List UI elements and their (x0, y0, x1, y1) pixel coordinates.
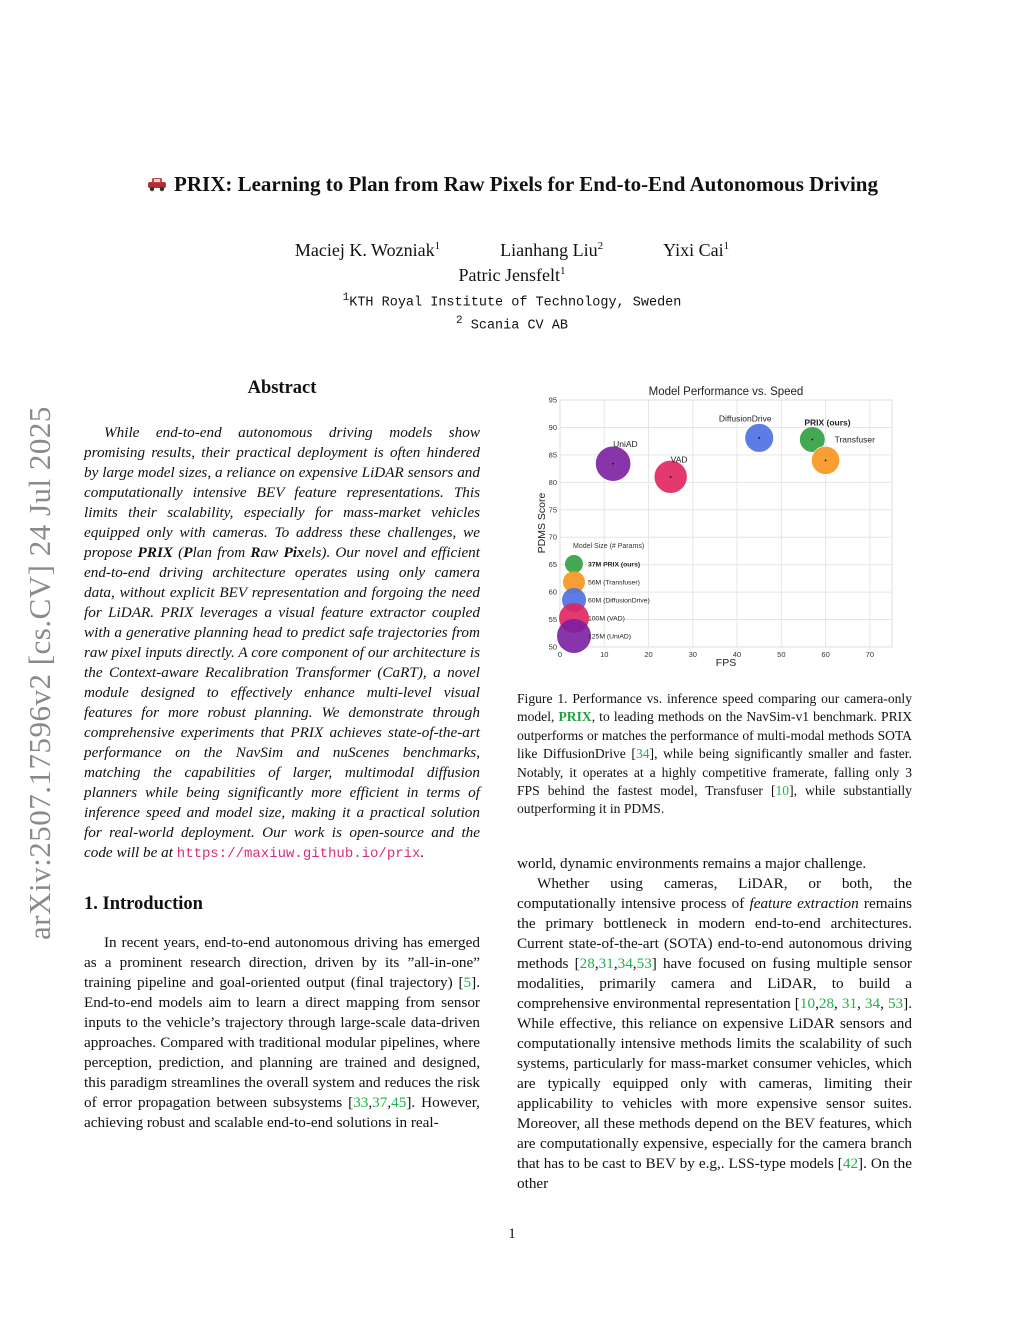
author: Yixi Cai$^1$ (663, 240, 730, 260)
data-point-label: Transfuser (834, 434, 875, 445)
x-tick-label: 70 (865, 650, 875, 659)
paper-title (146, 172, 878, 196)
legend-label: 56M (Transfuser) (588, 579, 640, 587)
x-tick-label: 20 (644, 650, 653, 659)
caption-text: Figure 1. Performance vs. inference speed comparing our camera-only model, PRIX, to leading methods on the NavSim-v1 benchmark. PRIX outperforms or matches the performance of multi-modal methods SOTA like DiffusionDrive [34], while being significantly smaller and faster. Notably, it operates at a highly competitive framerate, falling only 3 FPS behind the fastest model, Transfuser [10], while substantially outperforming it in PDMS. (517, 691, 913, 817)
legend-label: 100M (VAD) (588, 615, 625, 623)
citation-link[interactable]: 53 (636, 955, 652, 972)
y-tick-label: 50 (548, 642, 557, 652)
section-heading-introduction: 1. Introduction (84, 894, 203, 914)
x-tick-label: 30 (688, 650, 697, 659)
citation-link[interactable]: 34 (864, 995, 881, 1012)
data-point-center (758, 437, 760, 439)
citation-link[interactable]: 31 (598, 955, 614, 972)
y-axis-label: PDMS Score (536, 492, 548, 554)
citation-link[interactable]: 42 (842, 1155, 859, 1172)
legend-marker (565, 555, 583, 573)
author: Maciej K. Wozniak$^1$ (294, 240, 441, 260)
x-tick-label: 10 (600, 650, 609, 659)
left-column (84, 378, 480, 1133)
citation-link[interactable]: 45 (391, 1094, 407, 1111)
x-axis-label: FPS (715, 657, 737, 669)
project-link[interactable]: https://maxiuw.github.io/prix (176, 846, 421, 862)
data-point-label: VAD (670, 454, 688, 465)
citation-link[interactable]: 33 (353, 1094, 369, 1111)
y-tick-label: 60 (548, 587, 557, 597)
citation-link[interactable]: 28 (818, 995, 835, 1012)
citation-link[interactable]: 37 (372, 1094, 388, 1111)
figure-caption (517, 690, 912, 819)
x-tick-label: 0 (557, 650, 563, 659)
author: Patric Jensfelt$^1$ (458, 265, 566, 285)
x-tick-label: 50 (777, 650, 786, 659)
arxiv-sidebar: arXiv:2507.17596v2 [cs.CV] 24 Jul 2025 (22, 406, 57, 940)
data-point-center (811, 439, 813, 441)
intro-paragraph: In recent years, end-to-end autonomous driving has emerged as a prominent research direction, driven by its ”all-in-one” training pipeline and goal-oriented output (final trajectory) [5]. End-to-end models aim to learn a direct mapping from sensor inputs to the vehicle’s trajectory through large-scale data-driven approaches. Compared with traditional modular pipelines, where perception, prediction, and planning are trained and designed, this paradigm streamlines the overall system and reduces the risk of error propagation between subsystems [33,37,45]. However, achieving robust and scalable end-to-end solutions in real- (84, 934, 480, 1131)
y-tick-label: 70 (548, 532, 557, 542)
data-point-label: PRIX (ours) (804, 417, 851, 428)
legend-marker (557, 619, 591, 653)
right-column (517, 854, 912, 1194)
title-block (0, 172, 1024, 197)
affiliation: $^1$KTH Royal Institute of Technology, Sweden (342, 292, 682, 311)
y-tick-label: 85 (548, 450, 557, 460)
author: Lianhang Liu$^2$ (500, 240, 604, 260)
citation-link[interactable]: 31 (841, 995, 858, 1012)
y-tick-label: 55 (548, 615, 557, 625)
car-logo-icon (146, 176, 168, 192)
y-tick-label: 90 (548, 422, 557, 432)
legend-label: 60M (DiffusionDrive) (588, 597, 650, 605)
x-tick-label: 40 (732, 650, 742, 659)
y-tick-label: 95 (548, 395, 557, 405)
citation-link[interactable]: 28 (579, 955, 595, 972)
page-number: 1 (508, 1226, 516, 1242)
citation-link[interactable]: 34 (617, 955, 633, 972)
chart-title: Model Performance vs. Speed (648, 386, 804, 398)
abstract-text: While end-to-end autonomous driving models show promising results, their practical deployment is often hindered by large model sizes, a reliance on expensive LiDAR sensors and computationally intensive BEV feature representations. This limits their scalability, especially for mass-market vehicles equipped only with cameras. To address these challenges, we propose PRIX (Plan from Raw Pixels). Our novel and efficient end-to-end driving architecture operates using only camera data, without explicit BEV representation and forgoing the need for LiDAR. PRIX leverages a visual feature extractor coupled with a generative planning head to predict safe trajectories from raw pixel inputs directly. A core component of our architecture is the Context-aware Recalibration Transformer (CaRT), a novel module designed to effectively enhance multi-level visual features for more robust planning. We demonstrate through comprehensive experiments that PRIX achieves state-of-the-art performance on the NavSim and nuScenes benchmarks, matching the capabilities of larger, multimodal diffusion planners while being significantly more efficient in terms of inference speed and model size, making it a practical solution for real-world deployment. Our work is open-source and the code will be at https://maxiuw.github.io/prix. (84, 424, 480, 862)
x-tick-label: 60 (821, 650, 830, 659)
body-paragraph: Whether using cameras, LiDAR, or both, the computationally intensive process of feature extraction remains the primary bottleneck in modern end-to-end architectures. Current state-of-the-art (SOTA) end-to-end autonomous driving methods [28,31,34,53] have focused on fusing multiple sensor modalities, primarily camera and LiDAR, to build a comprehensive environmental representation [10,28, 31, 34, 53]. While effective, this reliance on expensive LiDAR sensors and computationally intensive methods limits the scalability of such systems, particularly for mass-market consumer vehicles, which are typically equipped only with cameras, limiting their applicability to vehicles with more expensive sensor suites. Moreover, all these methods depend on the BEV features, which are computationally expensive, especially for the camera branch that has to be cast to BEV by e.g,. LSS-type models [42]. On the other (517, 875, 913, 1192)
legend-label: 125M (UniAD) (588, 633, 632, 641)
data-point-center (612, 463, 614, 465)
citation-link[interactable]: 34 (635, 746, 650, 762)
performance-chart (532, 380, 902, 672)
affiliation: $^2$ Scania CV AB (456, 315, 568, 334)
citation-link[interactable]: 5 (463, 974, 472, 991)
citation-link[interactable]: 10 (775, 783, 790, 799)
legend-title: Model Size (# Params) (573, 543, 645, 550)
data-point-center (670, 476, 672, 478)
abstract-heading: Abstract (247, 378, 317, 398)
y-tick-label: 75 (548, 505, 557, 515)
data-point-center (825, 459, 827, 461)
legend-label: 37M PRIX (ours) (588, 561, 641, 569)
author-list (0, 240, 1024, 286)
data-point-label: DiffusionDrive (718, 413, 772, 424)
y-tick-label: 80 (548, 477, 557, 487)
chart-legend (557, 543, 650, 653)
body-paragraph: world, dynamic environments remains a major challenge. (517, 855, 867, 872)
y-tick-label: 65 (548, 560, 557, 570)
chart-points (595, 414, 875, 494)
paper-title-text: PRIX: Learning to Plan from Raw Pixels for End-to-End Autonomous Driving (174, 172, 878, 196)
citation-link[interactable]: 53 (887, 995, 904, 1012)
data-point-label: UniAD (613, 439, 638, 450)
citation-link[interactable]: 10 (799, 995, 816, 1012)
